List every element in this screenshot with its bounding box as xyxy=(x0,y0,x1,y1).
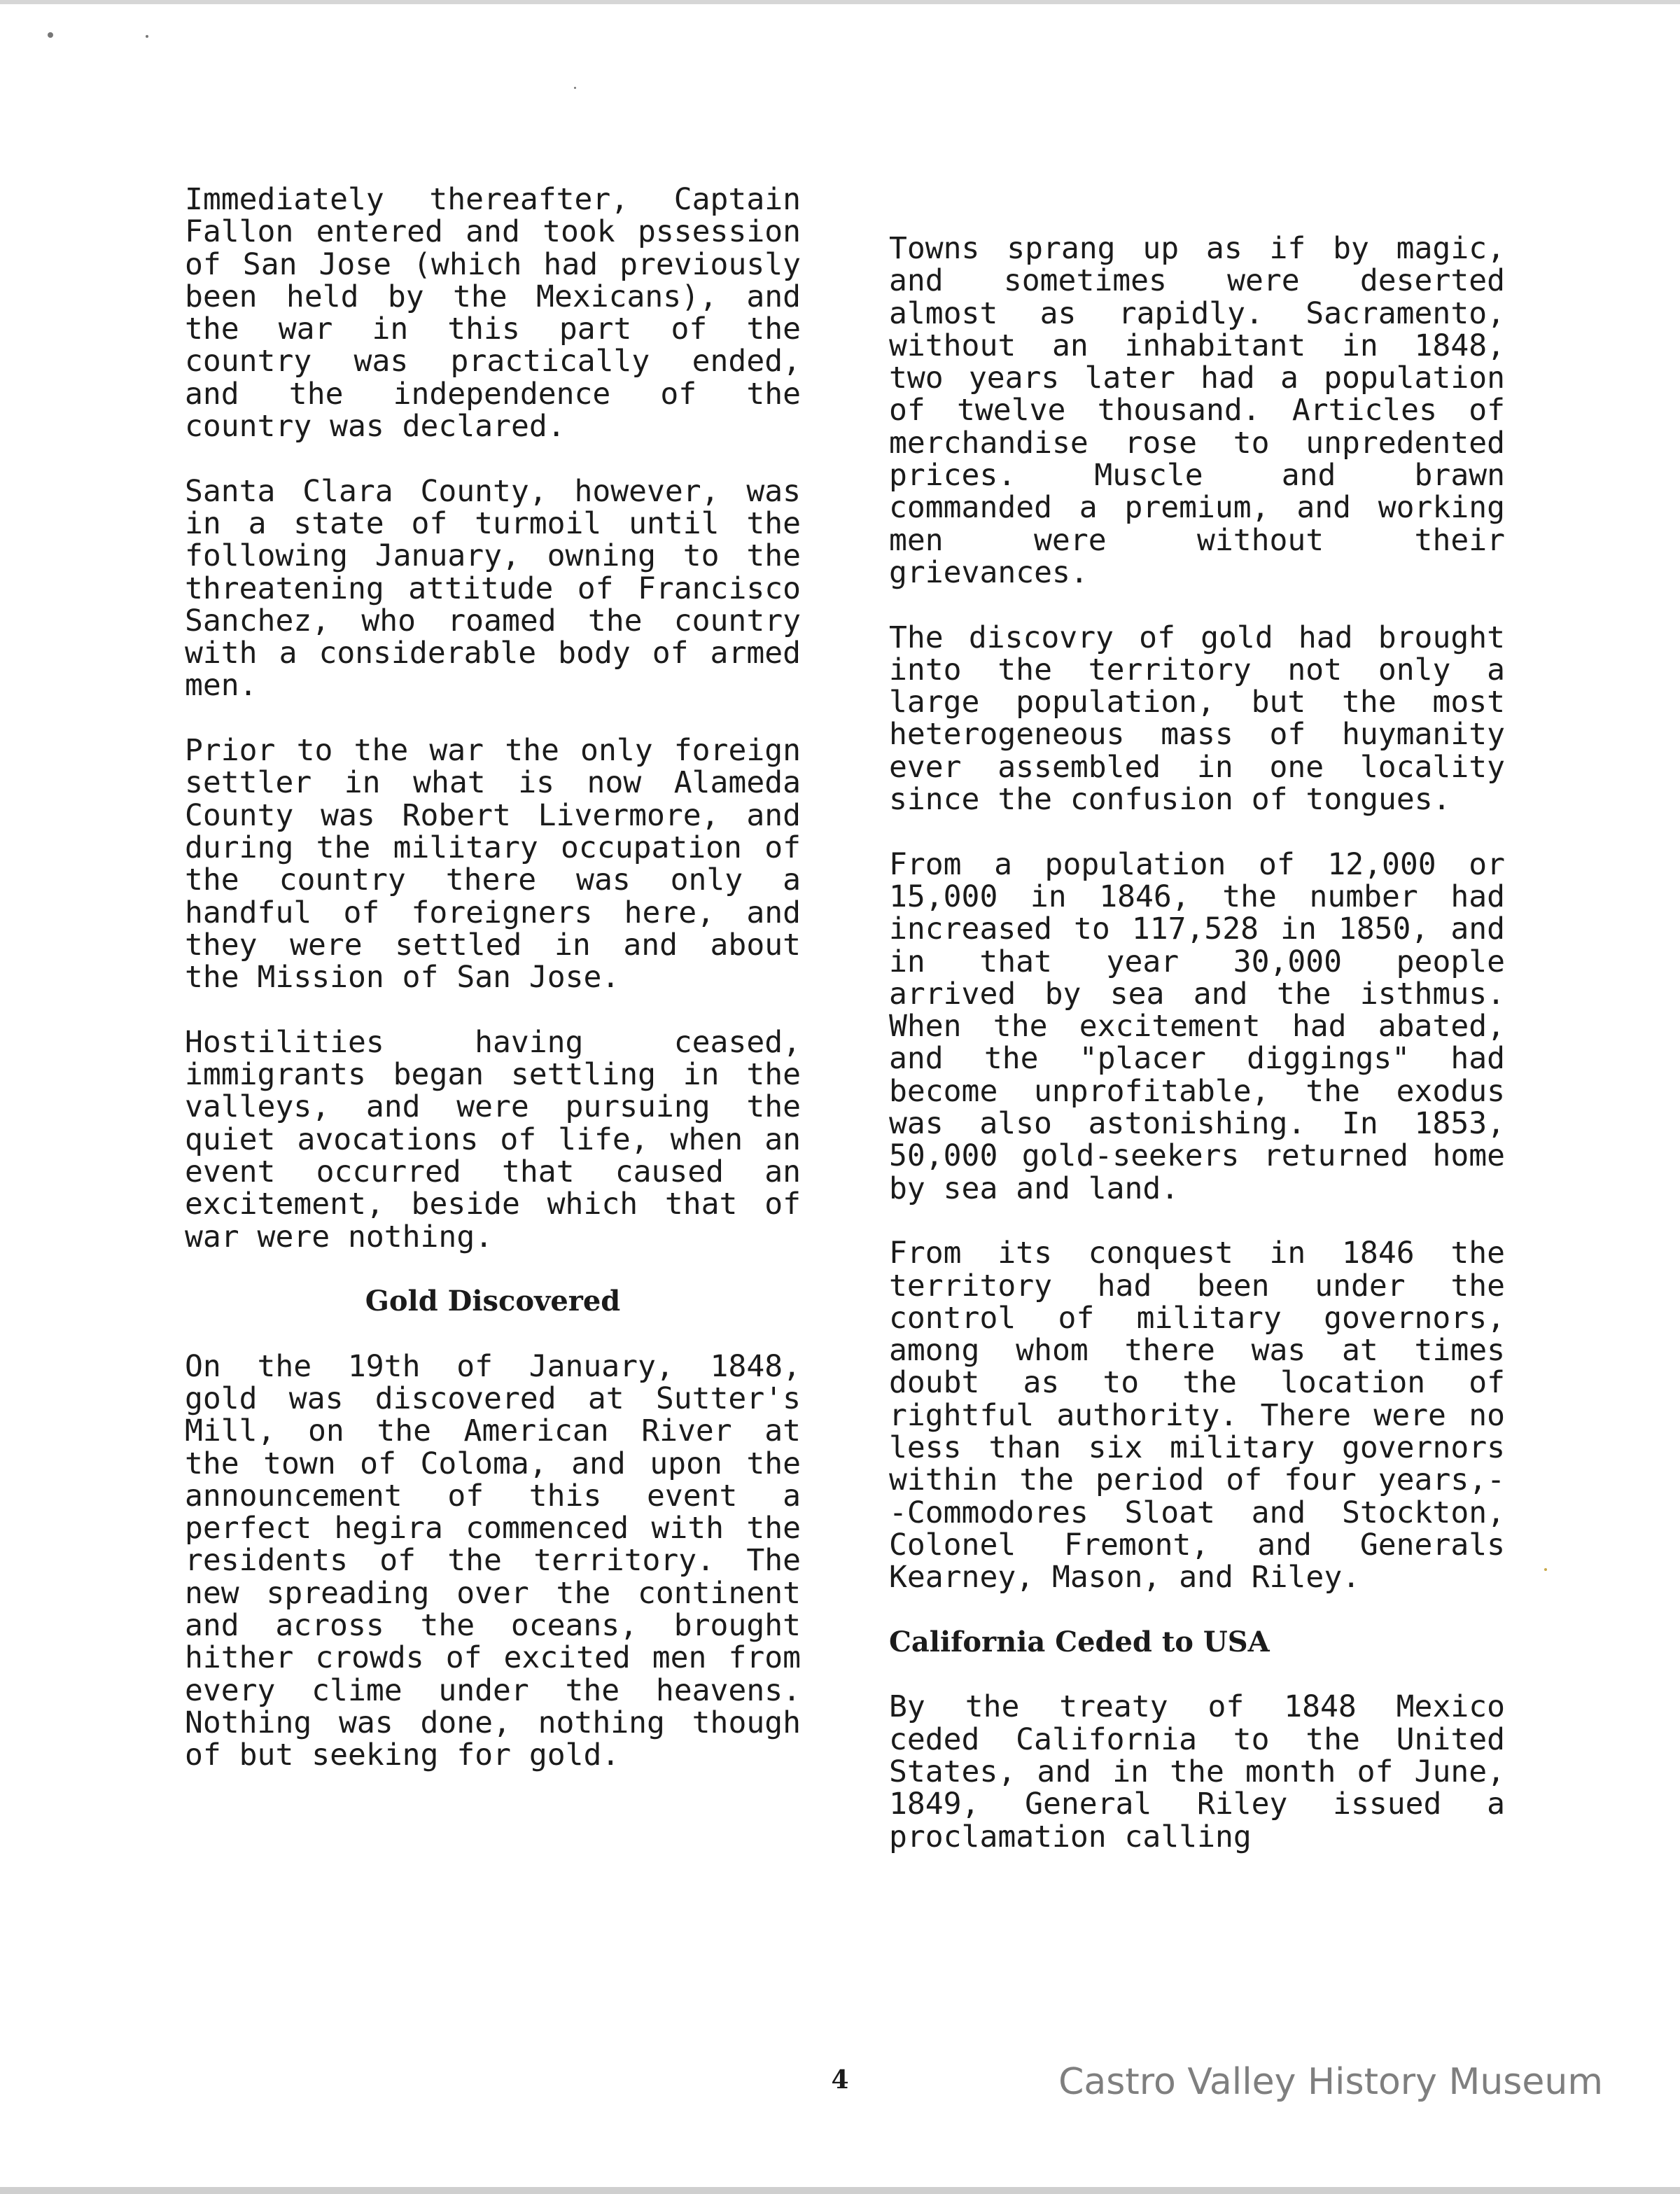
scan-speck xyxy=(48,32,53,38)
scan-speck xyxy=(146,35,148,38)
page-number: 4 xyxy=(831,2065,849,2095)
left-column xyxy=(185,183,801,1804)
scan-edge-top xyxy=(0,0,1680,4)
museum-watermark: Castro Valley History Museum xyxy=(1058,2061,1603,2103)
paragraph: Hostilities having ceased, immigrants began settling in the valleys, and were pursuing the quiet avocations of life, when an event occurred that caused an excitement, beside which that of war were nothing. xyxy=(185,1024,801,1255)
section-heading: California Ceded to USA xyxy=(889,1625,1270,1658)
paragraph: Santa Clara County, however, was in a state of turmoil until the following January, owning to the threatening attitude of Francisco Sanchez, who roamed the country with a considerable body of armed men. xyxy=(185,473,801,704)
paragraph: On the 19th of January, 1848, gold was discovered at Sutter's Mill, on the American River at the town of Coloma, and upon the announcement of this event a perfect hegira commenced with the residents of the territory. The new spreading over the continent and across the oceans, brought hither crowds of excited men from every clime under the heavens. Nothing was done, nothing though of but seeking for gold. xyxy=(185,1348,801,1773)
paragraph: Prior to the war the only foreign settler in what is now Alameda County was Robert Livermore, and during the military occupation of the country there was only a handful of foreigners here, and they were settled in and about the Mission of San Jose. xyxy=(185,733,801,995)
paragraph: From a population of 12,000 or 15,000 in 1846, the number had increased to 117,528 in 1850, and in that year 30,000 people arrived by sea and the isthmus. When the excitement had abated, and the "placer diggings" had become unprofitable, the exodus was also astonishing. In 1853, 50,000 gold-seekers returned home by sea and land. xyxy=(889,846,1505,1206)
paragraph: Towns sprang up as if by magic, and sometimes were deserted almost as rapidly. Sacramento, without an inhabitant in 1848, two years later had a population of twelve thousand. Articles of merchandise rose to unpredented prices. Muscle and brawn commanded a premium, and working men were without their grievances. xyxy=(889,231,1505,590)
right-column xyxy=(889,232,1505,1885)
paragraph: By the treaty of 1848 Mexico ceded California to the United States, and in the month of June, 1849, General Riley issued a proclamation calling xyxy=(889,1689,1505,1854)
scan-edge-bottom xyxy=(0,2187,1680,2194)
section-heading: Gold Discovered xyxy=(365,1285,621,1318)
paragraph: From its conquest in 1846 the territory had been under the control of military governors, among whom there was at times doubt as to the location of rightful authority. There were no less than six military governors within the period of four years,--Commodores Sloat and Stockton, Colonel Fremont, and Generals Kearney, Mason, and Riley. xyxy=(889,1236,1505,1595)
scan-speck xyxy=(574,87,576,89)
paragraph: Immediately thereafter, Captain Fallon entered and took pssession of San Jose (which had previously been held by the Mexicans), and the war in this part of the country was practically ended, and the independence of the country was declared. xyxy=(185,182,801,445)
paragraph: The discovry of gold had brought into the territory not only a large population, but the most heterogeneous mass of huymanity ever assembled in one locality since the confusion of tongues. xyxy=(889,620,1505,818)
scan-speck xyxy=(1544,1568,1547,1571)
